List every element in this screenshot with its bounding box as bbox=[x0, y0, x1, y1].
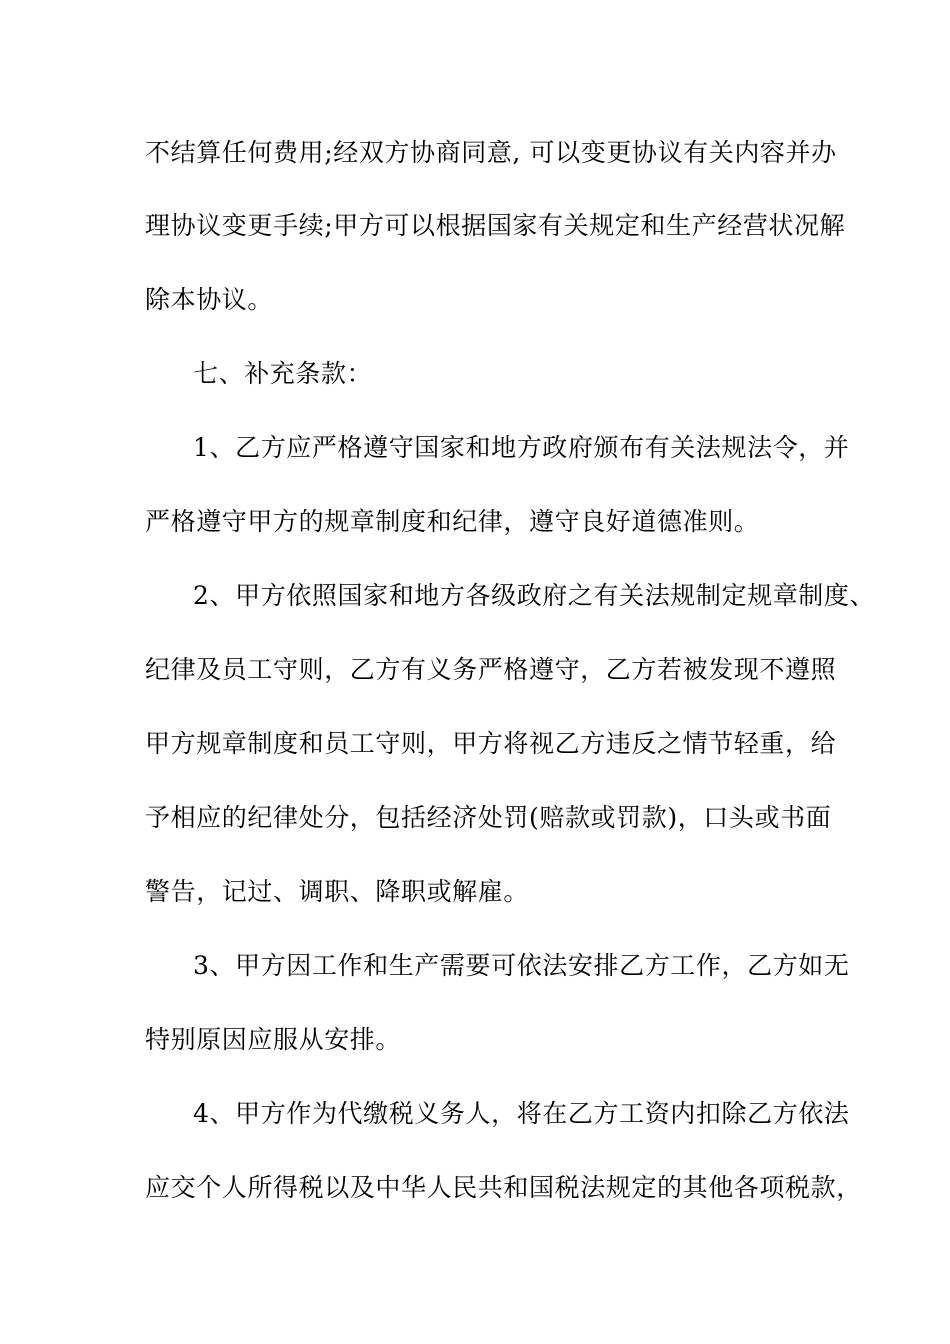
clause-2-line-1: 2、甲方依照国家和地方各级政府之有关法规制定规章制度、 bbox=[193, 581, 876, 610]
clause-2-line-5: 警告，记过、调职、降职或解雇。 bbox=[145, 877, 530, 906]
clause-1-line-2: 严格遵守甲方的规章制度和纪律，遵守良好道德准则。 bbox=[145, 507, 760, 536]
clause-4-line-1: 4、甲方作为代缴税义务人，将在乙方工资内扣除乙方依法 bbox=[193, 1099, 850, 1128]
clause-1-line-1: 1、乙方应严格遵守国家和地方政府颁布有关法规法令，并 bbox=[193, 433, 850, 462]
text-line-3: 除本协议。 bbox=[145, 285, 274, 314]
clause-3-line-2: 特别原因应服从安排。 bbox=[145, 1025, 402, 1054]
text-line-2: 理协议变更手续;甲方可以根据国家有关规定和生产经营状况解 bbox=[145, 211, 846, 240]
section-heading-supplementary-terms: 七、补充条款： bbox=[193, 359, 373, 388]
clause-2-line-4: 予相应的纪律处分，包括经济处罚(赔款或罚款)，口头或书面 bbox=[145, 803, 832, 832]
clause-2-line-3: 甲方规章制度和员工守则，甲方将视乙方违反之情节轻重，给 bbox=[145, 729, 837, 758]
text-line-1: 不结算任何费用;经双方协商同意, 可以变更协议有关内容并办 bbox=[145, 138, 837, 167]
clause-4-line-2: 应交个人所得税以及中华人民共和国税法规定的其他各项税款， bbox=[145, 1173, 862, 1202]
clause-2-line-2: 纪律及员工守则，乙方有义务严格遵守，乙方若被发现不遵照 bbox=[145, 655, 837, 684]
clause-3-line-1: 3、甲方因工作和生产需要可依法安排乙方工作，乙方如无 bbox=[193, 951, 850, 980]
